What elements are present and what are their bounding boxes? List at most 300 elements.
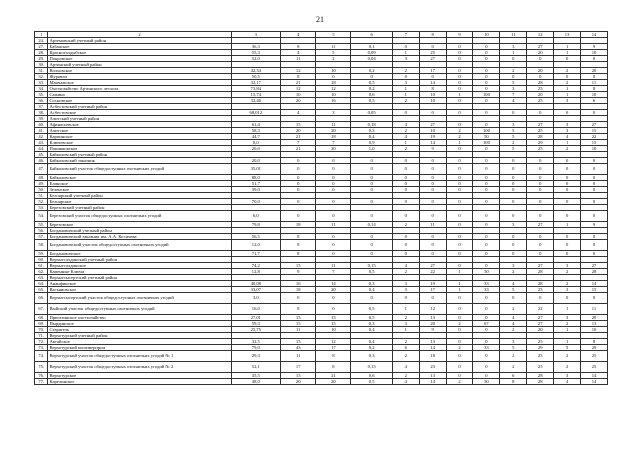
table-cell: 0 <box>527 199 554 205</box>
table-row <box>35 164 608 175</box>
table-cell: 27 <box>419 122 446 128</box>
table-cell: 10 <box>316 92 351 98</box>
table-cell: 25 <box>419 50 446 56</box>
table-cell: 9 <box>281 269 316 275</box>
table-cell: 0 <box>554 158 581 164</box>
table-cell: 20,0 <box>231 158 281 164</box>
table-row <box>35 362 608 373</box>
table-cell: 27,01 <box>231 315 281 321</box>
table-cell: 13 <box>581 321 608 327</box>
table-cell: 20 <box>581 68 608 74</box>
table-cell: 11 <box>281 351 316 362</box>
table-cell: 0 <box>419 293 446 304</box>
table-cell: 20 <box>281 98 316 104</box>
row-name: Елинское <box>48 181 231 187</box>
table-cell: 2 <box>554 321 581 327</box>
table-cell: 0 <box>419 234 446 240</box>
table-cell: 58,3 <box>231 128 281 134</box>
table-cell: 6 <box>392 345 419 351</box>
row-name: Верхнесалдинское <box>48 263 231 269</box>
table-cell: 0,5 <box>351 98 392 104</box>
table-cell: 0,3 <box>351 281 392 287</box>
table-cell: 0 <box>446 86 473 92</box>
table-cell: 3 <box>316 110 351 116</box>
table-cell: 61,4 <box>231 122 281 128</box>
table-cell: 0 <box>446 240 473 251</box>
district-name: Верхнесалдинский учетный район <box>48 257 231 263</box>
table-cell: 4 <box>500 281 527 287</box>
row-number: 52. <box>35 199 48 205</box>
row-number: 55. <box>35 222 48 228</box>
table-cell: 0 <box>316 187 351 193</box>
table-cell: 0 <box>581 234 608 240</box>
table-cell: 2 <box>554 146 581 152</box>
table-cell: 5 <box>500 287 527 293</box>
table-cell: 0 <box>419 187 446 193</box>
table-cell: 13 <box>419 373 446 379</box>
row-name: Карелинское <box>48 379 231 385</box>
row-number: 37. <box>35 104 48 110</box>
table-cell: 71,7 <box>231 251 281 257</box>
table-cell: 1 <box>554 86 581 92</box>
table-cell: 25 <box>527 362 554 373</box>
row-name: Богдановичский заказник им. А.А. Косичева <box>48 234 231 240</box>
table-cell: 0 <box>554 240 581 251</box>
row-name: Карпинское <box>48 134 231 140</box>
table-cell: 3 <box>554 128 581 134</box>
table-cell: 27 <box>527 222 554 228</box>
table-cell: 2 <box>392 68 419 74</box>
row-name: Волховское <box>48 68 231 74</box>
table-cell: 33 <box>473 287 500 293</box>
table-cell: 8 <box>281 234 316 240</box>
table-cell: 68,012 <box>231 110 281 116</box>
table-cell: 0 <box>473 199 500 205</box>
table-cell: 50 <box>473 134 500 140</box>
table-cell: 0 <box>419 175 446 181</box>
table-cell: 0 <box>419 110 446 116</box>
table-cell: 4 <box>281 110 316 116</box>
table-cell: 0,2 <box>351 86 392 92</box>
table-cell: 0 <box>392 199 419 205</box>
table-cell: 0 <box>527 164 554 175</box>
table-cell: 5 <box>554 345 581 351</box>
table-cell: 0,4 <box>351 134 392 140</box>
row-name: Ключевское <box>48 140 231 146</box>
table-cell: 0 <box>500 158 527 164</box>
table-cell: 32,5 <box>231 339 281 345</box>
table-cell: 3 <box>500 222 527 228</box>
table-cell: 0,2 <box>351 345 392 351</box>
table-cell: 4 <box>392 379 419 385</box>
table-cell: 0,9 <box>351 140 392 146</box>
row-number: 53. <box>35 205 48 211</box>
table-cell: 100 <box>473 92 500 98</box>
table-cell: 50 <box>473 379 500 385</box>
table-cell: 0 <box>446 293 473 304</box>
table-cell: 0 <box>281 211 316 222</box>
table-cell: 20 <box>527 50 554 56</box>
table-cell: 25 <box>527 287 554 293</box>
table-cell: 22 <box>527 304 554 315</box>
table-cell: 0 <box>316 240 351 251</box>
table-cell: 12 <box>281 86 316 92</box>
table-cell: 1 <box>554 50 581 56</box>
table-cell: 0 <box>473 74 500 80</box>
row-name: Старатель <box>48 327 231 333</box>
column-header: 6 <box>351 32 392 38</box>
table-cell: 0 <box>316 158 351 164</box>
table-cell: 0,5 <box>351 379 392 385</box>
table-cell: 100 <box>473 140 500 146</box>
table-cell: 0 <box>281 164 316 175</box>
table-cell: 0 <box>500 110 527 116</box>
table-cell: 3 <box>500 263 527 269</box>
table-cell: 0 <box>473 304 500 315</box>
table-cell: 0,5 <box>351 269 392 275</box>
table-cell: 4 <box>281 50 316 56</box>
row-name: Афанасьевское <box>48 122 231 128</box>
table-cell: 0 <box>500 175 527 181</box>
table-cell: 8 <box>316 351 351 362</box>
table-cell: 2 <box>554 80 581 86</box>
table-cell: 0 <box>446 98 473 104</box>
table-cell: 27 <box>419 263 446 269</box>
row-name: Покровское <box>48 56 231 62</box>
column-header: 5 <box>316 32 351 38</box>
table-cell: 0 <box>446 327 473 333</box>
row-number: 38. <box>35 110 48 116</box>
row-number: 35. <box>35 92 48 98</box>
row-number: 75. <box>35 362 48 373</box>
column-header: 13 <box>554 32 581 38</box>
table-cell: 2 <box>446 345 473 351</box>
table-cell: 0 <box>281 187 316 193</box>
table-row <box>35 379 608 385</box>
column-header: 11 <box>500 32 527 38</box>
table-cell: 73,84 <box>231 86 281 92</box>
table-cell: 33,07 <box>231 287 281 293</box>
row-name: Пригатинское охотхозяйство <box>48 315 231 321</box>
row-number: 71. <box>35 333 48 339</box>
table-body <box>35 38 608 385</box>
row-name: Байкаловский заказник <box>48 158 231 164</box>
table-cell: 50 <box>473 269 500 275</box>
table-cell: 15,74 <box>231 92 281 98</box>
table-cell: 28 <box>527 379 554 385</box>
district-name: Белоярский учетный район <box>48 193 231 199</box>
row-name: Красноталдыбское <box>48 50 231 56</box>
table-cell: 10 <box>419 128 446 134</box>
table-cell: 35,01 <box>231 164 281 175</box>
page-number: 21 <box>316 15 324 24</box>
table-cell: 15 <box>581 128 608 134</box>
table-cell: 0,1 <box>351 44 392 50</box>
table-cell: 0,4 <box>351 339 392 345</box>
table-cell: 0 <box>419 158 446 164</box>
table-cell: 0 <box>446 222 473 228</box>
table-cell: 0 <box>446 175 473 181</box>
table-cell: 10 <box>419 98 446 104</box>
row-name: Верхнесысертский участок общедоступных охотничьих угодий <box>48 293 231 304</box>
row-name: Охотхозяйство Артинского лесхоза <box>48 86 231 92</box>
table-cell: 0 <box>392 293 419 304</box>
table-cell: 0 <box>473 293 500 304</box>
table-cell: 55,3 <box>231 50 281 56</box>
row-number: 59. <box>35 251 48 257</box>
table-cell: 0 <box>351 181 392 187</box>
row-name: Сосновское <box>48 98 231 104</box>
table-cell: 0 <box>316 199 351 205</box>
table-cell: 0 <box>473 122 500 128</box>
table-cell: 0 <box>527 158 554 164</box>
table-cell: 4 <box>392 263 419 269</box>
table-cell: 2 <box>392 98 419 104</box>
row-number: 30. <box>35 62 48 68</box>
table-cell: 0 <box>351 187 392 193</box>
table-cell: 0 <box>473 158 500 164</box>
table-cell: 15 <box>316 315 351 321</box>
table-cell: 27 <box>581 122 608 128</box>
table-cell: 0 <box>473 181 500 187</box>
table-cell: 2 <box>500 304 527 315</box>
table-cell: 3 <box>500 86 527 92</box>
table-cell: 25 <box>581 351 608 362</box>
table-cell: 23 <box>419 362 446 373</box>
row-name: Богдановичский участок общедоступных охотничьих угодий <box>48 240 231 251</box>
table-cell: 0 <box>554 211 581 222</box>
table-cell: 15 <box>581 140 608 146</box>
table-cell: 27 <box>419 56 446 62</box>
table-cell: 20 <box>527 327 554 333</box>
table-cell: 29 <box>527 140 554 146</box>
table-cell: 0 <box>554 234 581 240</box>
table-cell: 0 <box>419 240 446 251</box>
table-cell: 2 <box>392 339 419 345</box>
table-cell: 0 <box>316 74 351 80</box>
row-name: Ачитское <box>48 128 231 134</box>
table-cell: 8,0 <box>231 140 281 146</box>
table-cell: 11 <box>419 222 446 228</box>
table-cell: 2 <box>554 351 581 362</box>
table-cell: 11 <box>281 327 316 333</box>
table-cell: 10 <box>581 146 608 152</box>
table-cell: 1 <box>392 92 419 98</box>
table-cell: 22 <box>581 134 608 140</box>
table-cell: 1 <box>554 339 581 345</box>
table-cell: 5 <box>500 134 527 140</box>
table-cell: 0 <box>392 110 419 116</box>
table-cell: 0 <box>581 251 608 257</box>
row-number: 34. <box>35 86 48 92</box>
table-cell: 27 <box>527 321 554 327</box>
table-cell: 39,0 <box>231 187 281 193</box>
table-cell: 3 <box>554 263 581 269</box>
table-cell: 0 <box>473 164 500 175</box>
table-cell: 12,0 <box>231 240 281 251</box>
table-cell: 0 <box>500 240 527 251</box>
table-cell: 16,0 <box>231 304 281 315</box>
table-cell: 1 <box>554 44 581 50</box>
table-cell: 1 <box>446 287 473 293</box>
table-cell: 20 <box>316 128 351 134</box>
table-cell: 5 <box>500 128 527 134</box>
table-cell: 20 <box>419 321 446 327</box>
table-cell: 0 <box>473 339 500 345</box>
table-cell: 0 <box>527 211 554 222</box>
table-cell: 0 <box>554 199 581 205</box>
table-cell: 59,3 <box>231 321 281 327</box>
table-cell: 0 <box>281 158 316 164</box>
column-header: 7 <box>392 32 419 38</box>
table-cell: 0 <box>446 187 473 193</box>
table-cell: 20 <box>316 379 351 385</box>
table-cell: 0 <box>392 187 419 193</box>
table-cell: 0 <box>392 175 419 181</box>
table-cell: 0 <box>527 181 554 187</box>
table-cell: 0 <box>446 373 473 379</box>
table-cell: 0 <box>500 251 527 257</box>
table-cell: 0 <box>473 110 500 116</box>
table-cell: 0 <box>581 158 608 164</box>
table-cell: 8 <box>281 304 316 315</box>
table-cell: 12,8 <box>231 269 281 275</box>
table-cell: 1 <box>446 281 473 287</box>
district-name: Богдановичский учетный район <box>48 228 231 234</box>
table-cell: 0,5 <box>351 304 392 315</box>
row-number: 41. <box>35 128 48 134</box>
table-cell: 7 <box>281 140 316 146</box>
table-cell: 0 <box>527 175 554 181</box>
table-cell: 0 <box>554 181 581 187</box>
table-cell: 0,6 <box>351 92 392 98</box>
table-cell: 25 <box>527 146 554 152</box>
table-cell: 7 <box>316 140 351 146</box>
row-number: 46. <box>35 158 48 164</box>
row-number: 56. <box>35 228 48 234</box>
table-cell: 0 <box>392 164 419 175</box>
row-number: 63. <box>35 275 48 281</box>
column-header: 2 <box>48 32 231 38</box>
table-cell: 20 <box>527 92 554 98</box>
table-cell: 2 <box>554 362 581 373</box>
table-cell: 17 <box>419 68 446 74</box>
table-cell: 4 <box>500 321 527 327</box>
table-cell: 1 <box>446 140 473 146</box>
table-cell: 15 <box>281 339 316 345</box>
table-cell: 79,0 <box>231 345 281 351</box>
table-cell: 21 <box>281 134 316 140</box>
table-cell: 18 <box>316 80 351 86</box>
table-cell: 4 <box>500 315 527 321</box>
row-name: Актайское <box>48 339 231 345</box>
table-cell: 20 <box>527 68 554 74</box>
table-cell: 2 <box>316 56 351 62</box>
table-cell: 2 <box>392 269 419 275</box>
table-cell: 2 <box>500 269 527 275</box>
table-cell: 0 <box>392 74 419 80</box>
table-cell: 43 <box>281 345 316 351</box>
table-cell: 2 <box>500 140 527 146</box>
table-cell: 10 <box>281 92 316 98</box>
table-cell: 14 <box>419 140 446 146</box>
table-cell: 0,09 <box>351 50 392 56</box>
table-cell: 2 <box>446 379 473 385</box>
table-cell: 0 <box>316 251 351 257</box>
table-cell: 0,4 <box>351 327 392 333</box>
table-cell: 8 <box>281 44 316 50</box>
table-cell: 0 <box>446 304 473 315</box>
table-cell: 4 <box>392 134 419 140</box>
table-cell: 8 <box>281 240 316 251</box>
table-cell: 28 <box>581 269 608 275</box>
table-cell: 0 <box>473 222 500 228</box>
table-cell: 0 <box>316 175 351 181</box>
table-cell: 2 <box>446 128 473 134</box>
table-cell: 0,14 <box>351 222 392 228</box>
table-cell: 25 <box>527 98 554 104</box>
column-header: 10 <box>473 32 500 38</box>
table-cell: 0 <box>581 181 608 187</box>
row-number: 50. <box>35 187 48 193</box>
table-cell: 0,4 <box>351 287 392 293</box>
table-cell: 0 <box>527 74 554 80</box>
table-cell: 1 <box>392 50 419 56</box>
table-cell: 5 <box>316 50 351 56</box>
table-cell: 0 <box>554 293 581 304</box>
table-cell: 3 <box>554 122 581 128</box>
table-row <box>35 304 608 315</box>
row-name: Пырдинское <box>48 321 231 327</box>
table-cell: 11 <box>316 44 351 50</box>
table-cell: 14 <box>581 379 608 385</box>
table-cell: 0 <box>446 74 473 80</box>
table-cell: 0 <box>446 339 473 345</box>
table-cell: 0,04 <box>351 56 392 62</box>
table-cell: 0 <box>446 362 473 373</box>
table-cell: 1 <box>446 269 473 275</box>
table-cell: 0 <box>554 251 581 257</box>
table-cell: 16 <box>281 281 316 287</box>
table-cell: 48,0 <box>231 379 281 385</box>
table-row <box>35 351 608 362</box>
table-cell: 9 <box>581 222 608 228</box>
table-cell: 0 <box>281 199 316 205</box>
table-cell: 0,18 <box>351 122 392 128</box>
row-number: 62. <box>35 269 48 275</box>
table-cell: 0 <box>473 234 500 240</box>
table-cell: 20 <box>281 128 316 134</box>
row-number: 58. <box>35 240 48 251</box>
table-cell: 9 <box>419 146 446 152</box>
table-cell: 10 <box>581 92 608 98</box>
table-cell: 0 <box>351 211 392 222</box>
table-cell: 0 <box>446 263 473 269</box>
row-name: Белоярское <box>48 199 231 205</box>
table-cell: 0 <box>554 110 581 116</box>
table-cell: 11 <box>581 304 608 315</box>
row-name: Каменные Ключи <box>48 269 231 275</box>
table-cell: 2 <box>554 68 581 74</box>
table-cell: 0 <box>351 158 392 164</box>
table-cell: 0 <box>446 80 473 86</box>
table-cell: 0 <box>500 164 527 175</box>
table-cell: 1 <box>500 50 527 56</box>
table-cell: 0 <box>446 68 473 74</box>
district-name: Артемовский учетный район <box>48 38 231 44</box>
table-cell: 21 <box>281 146 316 152</box>
table-cell: 0 <box>527 110 554 116</box>
